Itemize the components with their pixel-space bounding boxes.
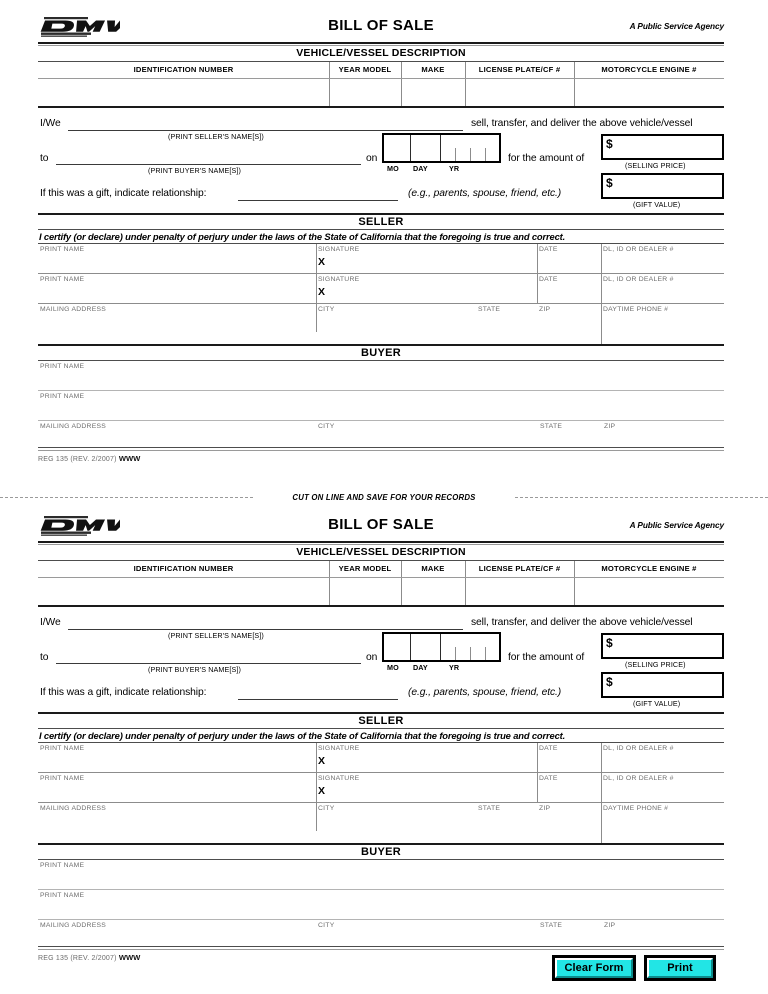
- buyer-name-rule-2: [56, 663, 361, 664]
- seller-1-divider-date-2: [537, 743, 538, 773]
- buyer-row-2-2[interactable]: [38, 890, 724, 920]
- date-tick-1-2: [455, 647, 456, 660]
- amount-label: for the amount of: [508, 153, 585, 164]
- seller-1-signature-x-2: X: [318, 755, 326, 767]
- seller-row-1-2[interactable]: [38, 743, 724, 773]
- buyer-address-row[interactable]: [38, 421, 724, 447]
- agency-tagline-2: A Public Service Agency: [629, 520, 724, 530]
- seller-address-row[interactable]: [38, 304, 724, 332]
- seller-state-label-2: STATE: [478, 805, 501, 812]
- iwe-label: I/We: [40, 118, 61, 129]
- on-label-2: on: [366, 652, 378, 663]
- seller-2-signature-label-2: SIGNATURE: [318, 775, 360, 782]
- print-button-label: Print: [647, 958, 713, 978]
- selling-price-box[interactable]: [601, 134, 724, 160]
- vehicle-col-divider-4: [574, 62, 575, 78]
- date-tick-3-2: [485, 647, 486, 660]
- buyer-zip-label-2: ZIP: [604, 922, 616, 929]
- seller-name-rule: [68, 130, 463, 131]
- seller-1-print-name-label: PRINT NAME: [40, 246, 85, 253]
- buyer-row-2[interactable]: [38, 391, 724, 421]
- buyer-state-label: STATE: [540, 423, 563, 430]
- seller-1-signature-x: X: [318, 256, 326, 268]
- seller-1-print-name-label-2: PRINT NAME: [40, 745, 85, 752]
- agency-tagline: A Public Service Agency: [629, 21, 724, 31]
- date-divider-mo-2: [410, 634, 411, 660]
- col-header-make: MAKE: [421, 65, 445, 74]
- seller-zip-label-2: ZIP: [539, 805, 551, 812]
- sell-transfer-text-2: sell, transfer, and deliver the above vehicle/vessel: [471, 617, 693, 628]
- seller-city-label-2: CITY: [318, 805, 335, 812]
- date-tick-2-2: [470, 647, 471, 660]
- seller-address-row-2[interactable]: [38, 803, 724, 831]
- bill-of-sale-form-copy-1: [38, 14, 724, 463]
- buyer-section-heading-2: BUYER: [360, 846, 401, 858]
- date-label-day-2: DAY: [413, 663, 428, 672]
- gift-relationship-rule-2: [238, 699, 398, 700]
- date-tick-2: [470, 148, 471, 161]
- seller-certification-text-2: I certify (or declare) under penalty of perjury under the laws of the State of California that the foregoing is true and correct.: [39, 730, 566, 741]
- seller-1-dl-label: DL, ID OR DEALER #: [603, 246, 674, 253]
- gift-value-caption-2: (GIFT VALUE): [633, 699, 681, 708]
- buyer-address-row-2[interactable]: [38, 920, 724, 946]
- col-header-make-2: MAKE: [421, 564, 445, 573]
- buyer-mailing-address-label-2: MAILING ADDRESS: [40, 922, 107, 929]
- seller-address-divider-city-2: [316, 803, 317, 831]
- buyer-grid-2: [38, 860, 724, 946]
- seller-2-date-label-2: DATE: [539, 775, 558, 782]
- buyer-mailing-address-label: MAILING ADDRESS: [40, 423, 107, 430]
- vehicle-body-divider-3-2: [465, 578, 466, 605]
- cut-line-area: [0, 493, 768, 509]
- seller-row-2-2[interactable]: [38, 773, 724, 803]
- seller-1-date-label: DATE: [539, 246, 558, 253]
- seller-name-caption-2: (PRINT SELLER'S NAME[S]): [168, 631, 264, 640]
- col-header-year-model-2: YEAR MODEL: [338, 564, 392, 573]
- bill-of-sale-form-copy-2: [38, 513, 724, 962]
- vehicle-col-divider-3: [465, 62, 466, 78]
- gift-examples-text: (e.g., parents, spouse, friend, etc.): [408, 188, 562, 199]
- reg-code-text-2: REG 135 (REV. 2/2007): [38, 955, 117, 962]
- vehicle-body-divider-1-2: [329, 578, 330, 605]
- vehicle-description-table-2: [38, 561, 724, 607]
- sell-transfer-text: sell, transfer, and deliver the above vehicle/vessel: [471, 118, 693, 129]
- gift-value-caption: (GIFT VALUE): [633, 200, 681, 209]
- seller-1-dl-label-2: DL, ID OR DEALER #: [603, 745, 674, 752]
- vehicle-body-divider-4-2: [574, 578, 575, 605]
- buyer-row-1[interactable]: [38, 361, 724, 391]
- vehicle-col-divider-2: [401, 62, 402, 78]
- seller-2-divider-dl: [601, 274, 602, 304]
- print-button[interactable]: [644, 955, 716, 981]
- reg-code-text: REG 135 (REV. 2/2007): [38, 456, 117, 463]
- buyer-1-print-name-label-2: PRINT NAME: [40, 862, 85, 869]
- vehicle-body-divider-4: [574, 79, 575, 106]
- seller-grid: [38, 244, 724, 332]
- col-header-year-model: YEAR MODEL: [338, 65, 392, 74]
- vehicle-section-heading: VEHICLE/VESSEL DESCRIPTION: [296, 47, 466, 59]
- page-title: BILL OF SALE: [328, 17, 434, 34]
- buyer-city-label-2: CITY: [318, 922, 335, 929]
- buyer-1-print-name-label: PRINT NAME: [40, 363, 85, 370]
- gift-value-box-2[interactable]: [601, 672, 724, 698]
- seller-row-1[interactable]: [38, 244, 724, 274]
- date-label-mo-2: MO: [387, 663, 399, 672]
- vehicle-body-divider-2-2: [401, 578, 402, 605]
- dollar-sign-selling-price-2: $: [606, 636, 613, 650]
- date-tick-3: [485, 148, 486, 161]
- seller-1-divider-dl-2: [601, 743, 602, 773]
- date-divider-mo: [410, 135, 411, 161]
- dollar-sign-selling-price: $: [606, 137, 613, 151]
- seller-grid-2: [38, 743, 724, 831]
- selling-price-box-2[interactable]: [601, 633, 724, 659]
- dollar-sign-gift-value: $: [606, 176, 613, 190]
- seller-1-signature-label-2: SIGNATURE: [318, 745, 360, 752]
- seller-phone-label: DAYTIME PHONE #: [603, 306, 669, 313]
- col-header-license-plate: LICENSE PLATE/CF #: [478, 65, 561, 74]
- selling-price-caption: (SELLING PRICE): [625, 161, 686, 170]
- amount-label-2: for the amount of: [508, 652, 585, 663]
- gift-question-label: If this was a gift, indicate relationship:: [40, 188, 207, 199]
- seller-row-2[interactable]: [38, 274, 724, 304]
- seller-1-date-label-2: DATE: [539, 745, 558, 752]
- buyer-zip-label: ZIP: [604, 423, 616, 430]
- col-header-identification-number-2: IDENTIFICATION NUMBER: [133, 564, 234, 573]
- seller-1-divider-signature: [316, 244, 317, 274]
- date-label-yr-2: YR: [449, 663, 460, 672]
- to-label-2: to: [40, 652, 49, 663]
- seller-2-dl-label: DL, ID OR DEALER #: [603, 276, 674, 283]
- date-divider-day: [440, 135, 441, 161]
- seller-mailing-address-label: MAILING ADDRESS: [40, 306, 107, 313]
- vehicle-col-divider-1: [329, 62, 330, 78]
- seller-address-divider-phone-2: [601, 803, 602, 843]
- vehicle-col-divider-3-2: [465, 561, 466, 577]
- col-header-identification-number: IDENTIFICATION NUMBER: [133, 65, 234, 74]
- seller-1-divider-dl: [601, 244, 602, 274]
- vehicle-col-divider-1-2: [329, 561, 330, 577]
- sale-statement-block: [38, 108, 724, 213]
- seller-address-divider-city: [316, 304, 317, 332]
- buyer-name-caption: (PRINT BUYER'S NAME[S]): [148, 166, 241, 175]
- date-divider-day-2: [440, 634, 441, 660]
- date-label-yr: YR: [449, 164, 460, 173]
- sale-statement-block-2: [38, 607, 724, 712]
- seller-name-rule-2: [68, 629, 463, 630]
- seller-2-print-name-label-2: PRINT NAME: [40, 775, 85, 782]
- vehicle-table-value-row-2[interactable]: [38, 578, 724, 605]
- seller-section-heading-2: SELLER: [358, 715, 404, 727]
- dollar-sign-gift-value-2: $: [606, 675, 613, 689]
- buyer-section-heading: BUYER: [360, 347, 401, 359]
- vehicle-table-header-row: [38, 62, 724, 78]
- col-header-motorcycle-engine: MOTORCYCLE ENGINE #: [601, 65, 697, 74]
- seller-state-label: STATE: [478, 306, 501, 313]
- page-title-2: BILL OF SALE: [328, 516, 434, 533]
- reg-www-text: WWW: [118, 454, 141, 463]
- vehicle-description-table: [38, 62, 724, 108]
- on-label: on: [366, 153, 378, 164]
- seller-section-heading: SELLER: [358, 216, 404, 228]
- buyer-grid: [38, 361, 724, 447]
- buyer-name-rule: [56, 164, 361, 165]
- vehicle-body-divider-3: [465, 79, 466, 106]
- date-tick-1: [455, 148, 456, 161]
- vehicle-section-heading-2: VEHICLE/VESSEL DESCRIPTION: [296, 546, 466, 558]
- selling-price-caption-2: (SELLING PRICE): [625, 660, 686, 669]
- vehicle-table-header-row-2: [38, 561, 724, 577]
- date-label-mo: MO: [387, 164, 399, 173]
- buyer-2-print-name-label-2: PRINT NAME: [40, 892, 85, 899]
- seller-2-divider-signature: [316, 274, 317, 304]
- col-header-license-plate-2: LICENSE PLATE/CF #: [478, 564, 561, 573]
- reg-www-text-2: WWW: [118, 953, 141, 962]
- form-header-2: [38, 513, 724, 541]
- seller-2-signature-x-2: X: [318, 785, 326, 797]
- form-action-bar: [38, 955, 724, 985]
- seller-2-date-label: DATE: [539, 276, 558, 283]
- to-label: to: [40, 153, 49, 164]
- seller-1-divider-signature-2: [316, 743, 317, 773]
- seller-2-divider-dl-2: [601, 773, 602, 803]
- gift-question-label-2: If this was a gift, indicate relationship:: [40, 687, 207, 698]
- gift-value-box[interactable]: [601, 173, 724, 199]
- seller-mailing-address-label-2: MAILING ADDRESS: [40, 805, 107, 812]
- vehicle-col-divider-4-2: [574, 561, 575, 577]
- cut-line-text: CUT ON LINE AND SAVE FOR YOUR RECORDS: [254, 493, 514, 502]
- date-label-day: DAY: [413, 164, 428, 173]
- seller-2-dl-label-2: DL, ID OR DEALER #: [603, 775, 674, 782]
- clear-form-button[interactable]: [552, 955, 636, 981]
- seller-2-signature-x: X: [318, 286, 326, 298]
- seller-2-divider-signature-2: [316, 773, 317, 803]
- seller-city-label: CITY: [318, 306, 335, 313]
- buyer-name-caption-2: (PRINT BUYER'S NAME[S]): [148, 665, 241, 674]
- seller-certification-text: I certify (or declare) under penalty of perjury under the laws of the State of California that the foregoing is true and correct.: [39, 231, 566, 242]
- vehicle-table-value-row[interactable]: [38, 79, 724, 106]
- seller-2-divider-date-2: [537, 773, 538, 803]
- col-header-motorcycle-engine-2: MOTORCYCLE ENGINE #: [601, 564, 697, 573]
- seller-1-signature-label: SIGNATURE: [318, 246, 360, 253]
- seller-1-divider-date: [537, 244, 538, 274]
- gift-relationship-rule: [238, 200, 398, 201]
- buyer-state-label-2: STATE: [540, 922, 563, 929]
- seller-2-print-name-label: PRINT NAME: [40, 276, 85, 283]
- seller-address-divider-phone: [601, 304, 602, 344]
- buyer-2-print-name-label: PRINT NAME: [40, 393, 85, 400]
- form-reg-code: [38, 451, 724, 463]
- date-of-sale-box[interactable]: [382, 133, 501, 163]
- seller-phone-label-2: DAYTIME PHONE #: [603, 805, 669, 812]
- iwe-label-2: I/We: [40, 617, 61, 628]
- vehicle-col-divider-2-2: [401, 561, 402, 577]
- seller-2-signature-label: SIGNATURE: [318, 276, 360, 283]
- seller-2-divider-date: [537, 274, 538, 304]
- form-header: [38, 14, 724, 42]
- buyer-row-1-2[interactable]: [38, 860, 724, 890]
- vehicle-body-divider-1: [329, 79, 330, 106]
- buyer-city-label: CITY: [318, 423, 335, 430]
- gift-examples-text-2: (e.g., parents, spouse, friend, etc.): [408, 687, 562, 698]
- date-of-sale-box-2[interactable]: [382, 632, 501, 662]
- seller-zip-label: ZIP: [539, 306, 551, 313]
- seller-name-caption: (PRINT SELLER'S NAME[S]): [168, 132, 264, 141]
- vehicle-body-divider-2: [401, 79, 402, 106]
- clear-form-button-label: Clear Form: [555, 958, 633, 978]
